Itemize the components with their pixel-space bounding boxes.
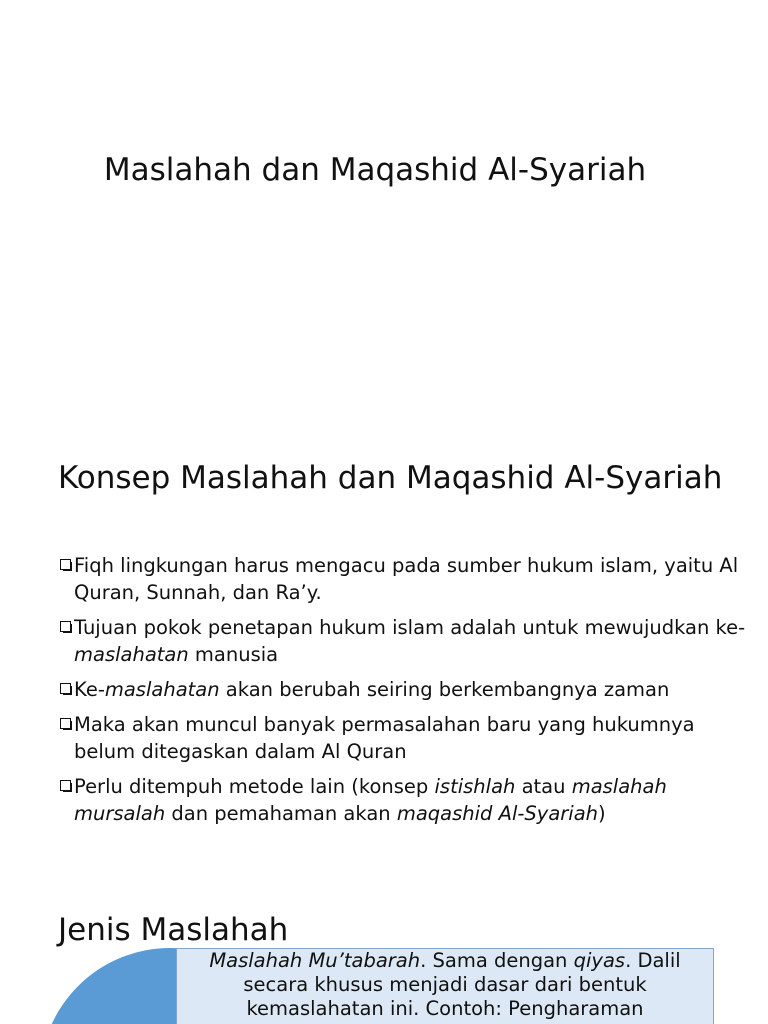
bullet-text: manusia xyxy=(188,643,279,666)
bullet-list xyxy=(58,552,748,835)
checkbox-bullet-icon xyxy=(60,621,71,632)
bullet-item xyxy=(58,552,748,606)
slide-title xyxy=(0,0,768,432)
bullet-text: atau xyxy=(515,775,572,798)
bullet-text: dan pemahaman akan xyxy=(165,802,397,825)
slide-konsep xyxy=(0,432,768,864)
slide-heading-konsep: Konsep Maslahah dan Maqashid Al-Syariah xyxy=(58,460,723,496)
checkbox-bullet-icon xyxy=(60,718,71,729)
bullet-item xyxy=(58,614,748,668)
checkbox-bullet-icon xyxy=(60,559,71,570)
slide-jenis-maslahah xyxy=(0,864,768,1024)
bullet-item xyxy=(58,711,748,765)
slide-heading-jenis: Jenis Maslahah xyxy=(58,912,289,948)
bullet-text: istishlah xyxy=(434,775,516,798)
maslahah-mutabarah-box xyxy=(176,948,714,1024)
bullet-item xyxy=(58,676,748,703)
bullet-text: Tujuan pokok penetapan hukum islam adalah untuk mewujudkan ke- xyxy=(74,616,746,639)
bullet-text: ) xyxy=(598,802,606,825)
bullet-text: maslahatan xyxy=(104,678,220,701)
presentation-title: Maslahah dan Maqashid Al-Syariah xyxy=(103,152,647,188)
bullet-text: akan berubah seiring berkembangnya zaman xyxy=(219,678,670,701)
bullet-text: maslahatan xyxy=(74,643,189,666)
bullet-text: maslahah mursalah xyxy=(74,775,667,825)
checkbox-bullet-icon xyxy=(60,683,71,694)
box-text: . Dalil secara khusus menjadi dasar dari bentuk kemaslahatan ini. Contoh: Pengharaman xyxy=(243,949,681,1020)
bullet-text: Maka akan muncul banyak permasalahan baru yang hukumnya belum ditegaskan dalam Al Quran xyxy=(74,713,695,763)
box-text: . Sama dengan xyxy=(420,949,574,972)
bullet-text: Ke- xyxy=(74,678,105,701)
box-text: Maslahah Mu’tabarah xyxy=(209,949,421,972)
bullet-text: Fiqh lingkungan harus mengacu pada sumber hukum islam, yaitu Al Quran, Sunnah, dan Ra’y. xyxy=(74,554,739,604)
checkbox-bullet-icon xyxy=(60,780,71,791)
box-text: qiyas xyxy=(573,949,626,972)
bullet-item xyxy=(58,773,748,827)
bullet-text: maqashid Al-Syariah xyxy=(396,802,599,825)
bullet-text: Perlu ditempuh metode lain (konsep xyxy=(74,775,435,798)
